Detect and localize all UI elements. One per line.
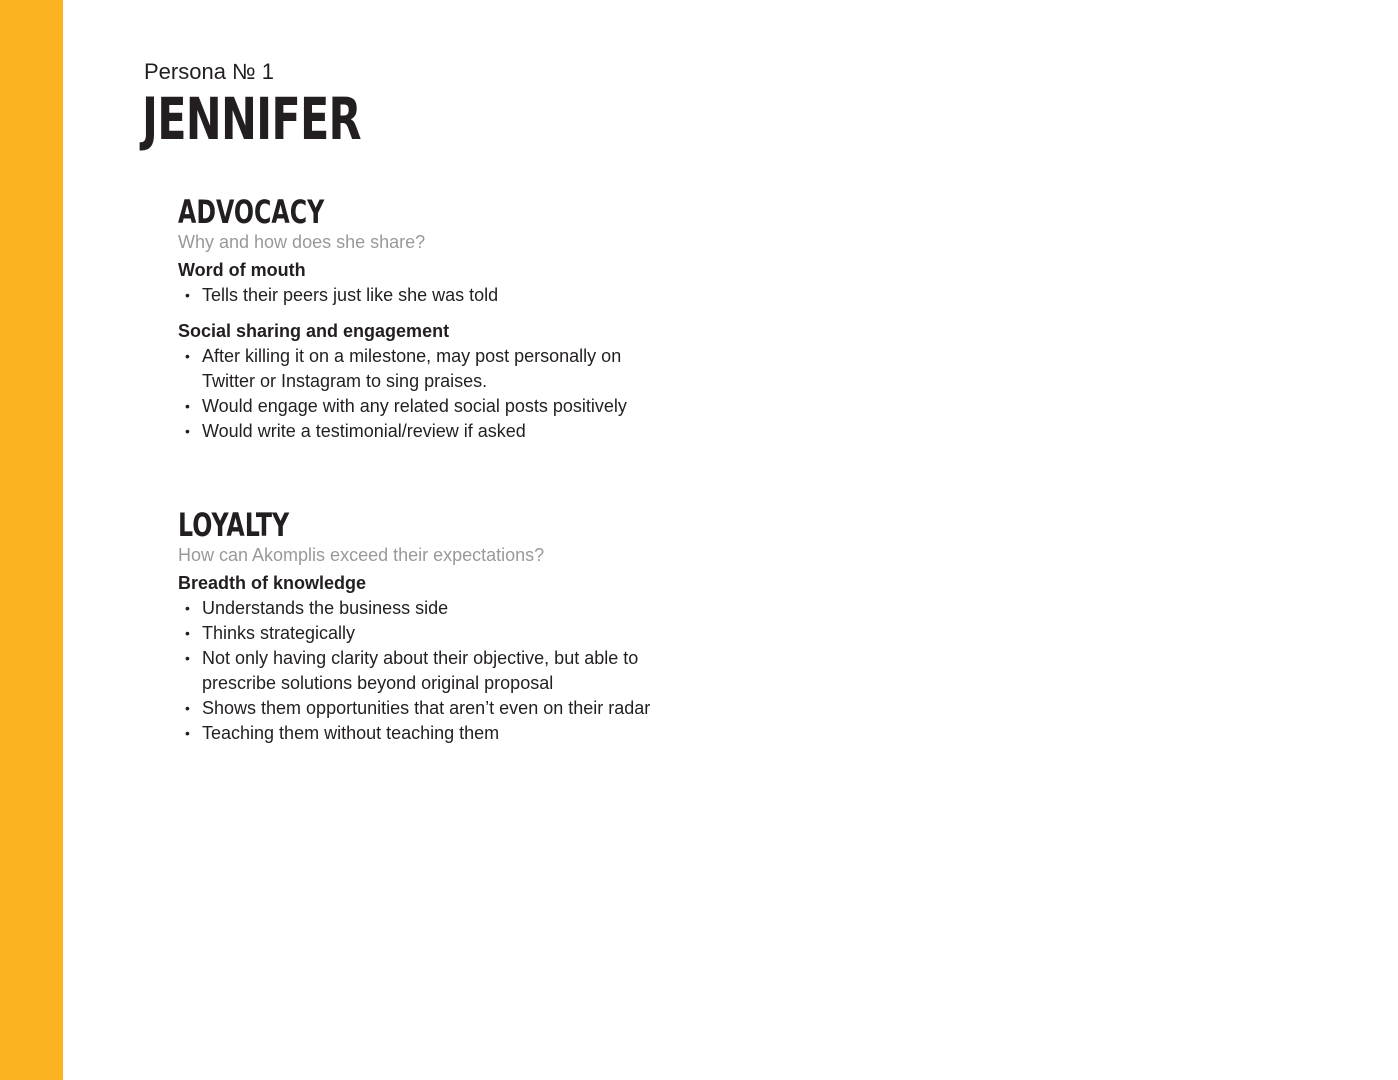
list-item: • Would engage with any related social posts positively [178, 394, 738, 419]
bullet-dot-icon: • [185, 348, 190, 364]
list-item: • Not only having clarity about their objective, but able to prescribe solutions beyond original proposal [185, 648, 639, 693]
breadth-of-knowledge-list [178, 596, 738, 746]
loyalty-question: How can Akomplis exceed their expectations? [178, 545, 545, 565]
word-of-mouth-list [178, 283, 738, 308]
advocacy-section [178, 192, 738, 444]
advocacy-heading: ADVOCACY [178, 193, 325, 231]
list-item: • Thinks strategically [178, 621, 738, 646]
bullet-dot-icon: • [185, 625, 190, 641]
bullet-dot-icon: • [185, 287, 190, 303]
bullet-dot-icon: • [185, 700, 190, 716]
persona-name-title: JENNIFER [142, 85, 361, 153]
bullet-dot-icon: • [185, 398, 190, 414]
list-item: • Shows them opportunities that aren’t even on their radar [178, 696, 738, 721]
advocacy-question: Why and how does she share? [178, 232, 426, 252]
bullet-dot-icon: • [185, 725, 190, 741]
social-sharing-list [178, 344, 738, 444]
bullet-dot-icon: • [185, 650, 190, 666]
accent-sidebar-bar [0, 0, 63, 1080]
loyalty-section [178, 505, 738, 746]
list-item: • Understands the business side [178, 596, 738, 621]
social-sharing-title: Social sharing and engagement [178, 321, 450, 341]
list-item: • Teaching them without teaching them [178, 721, 738, 746]
list-item: • Would write a testimonial/review if asked [178, 419, 738, 444]
bullet-dot-icon: • [185, 423, 190, 439]
persona-number-label: Persona № 1 [144, 59, 275, 84]
list-item: • Tells their peers just like she was told [178, 283, 738, 308]
bullet-dot-icon: • [185, 600, 190, 616]
word-of-mouth-title: Word of mouth [178, 260, 306, 280]
list-item: • After killing it on a milestone, may post personally on Twitter or Instagram to sing praises. [185, 346, 622, 391]
loyalty-heading: LOYALTY [178, 506, 290, 544]
breadth-of-knowledge-title: Breadth of knowledge [178, 573, 367, 593]
